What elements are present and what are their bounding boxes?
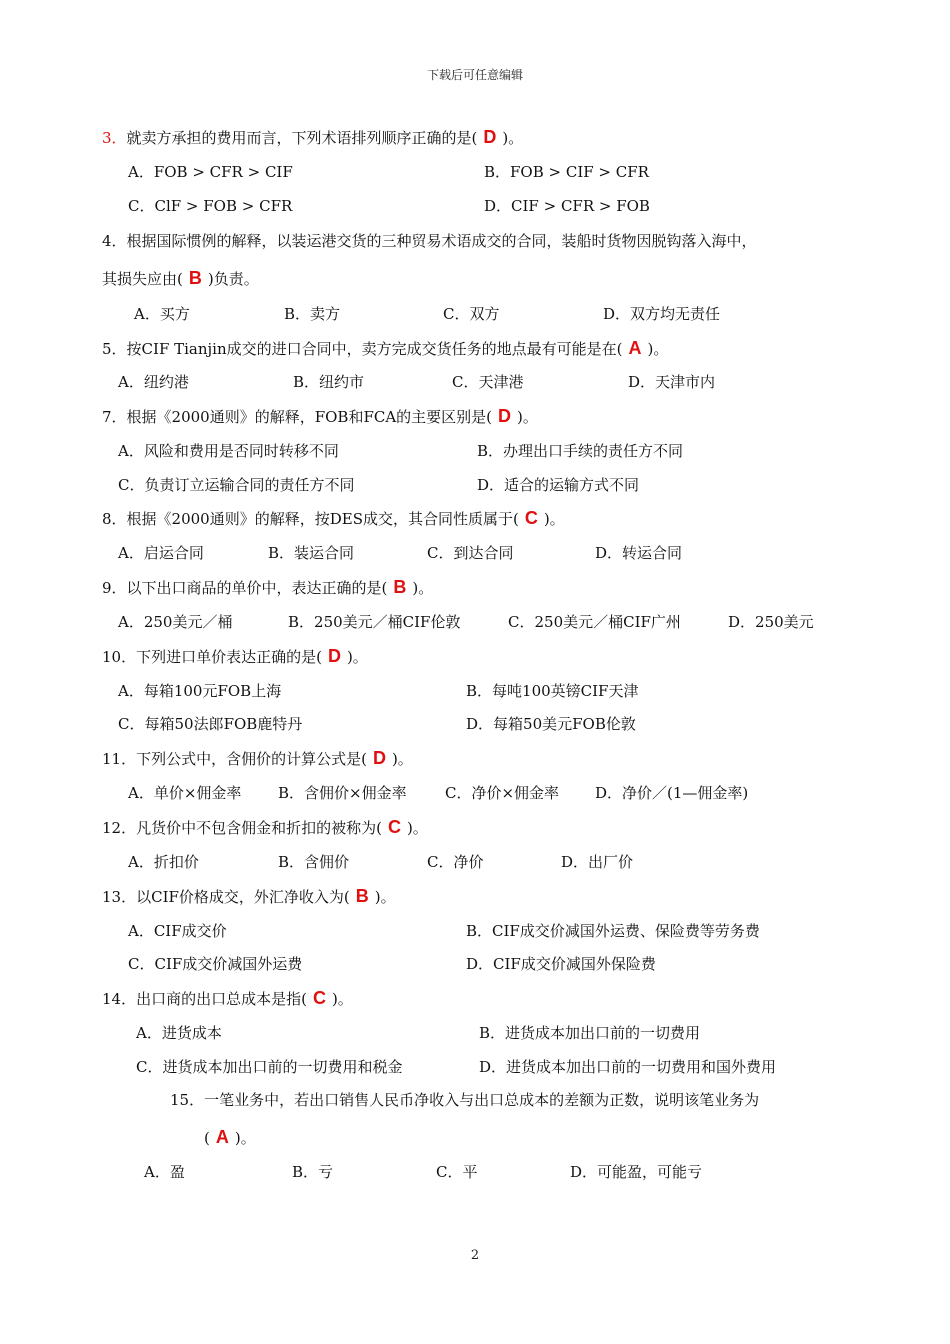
option-3d: D．CIF > CFR > FOB (484, 197, 650, 215)
question-4: 4．根据国际惯例的解释，以装运港交货的三种贸易术语成交的合同，装船时货物因脱钩落入海中， (102, 232, 757, 250)
option-12d: D．出厂价 (561, 853, 634, 871)
option-15a: A．盈 (144, 1163, 185, 1181)
option-11c: C．净价×佣金率 (445, 784, 560, 802)
option-8b: B．装运合同 (268, 544, 355, 562)
answer-10: D (327, 646, 341, 666)
question-5: 5．按CIF Tianjin成交的进口合同中，卖方完成交货任务的地点最有可能是在( A )。 (102, 338, 669, 358)
question-7: 7．根据《2000通则》的解释，FOB和FCA的主要区别是( D )。 (102, 406, 538, 426)
question-3: 3．就卖方承担的费用而言，下列术语排列顺序正确的是( D )。 (102, 127, 524, 147)
option-3a: A．FOB > CFR > CIF (128, 163, 293, 181)
option-7b: B．办理出口手续的责任方不同 (477, 442, 684, 460)
question-9: 9．以下出口商品的单价中，表达正确的是( B )。 (102, 577, 434, 597)
answer-8: C (524, 508, 538, 528)
option-12c: C．净价 (427, 853, 484, 871)
option-3c: C．ClF > FOB > CFR (128, 197, 293, 215)
answer-15: A (215, 1127, 229, 1147)
option-10b: B．每吨100英镑CIF天津 (466, 682, 639, 700)
answer-13: B (355, 886, 369, 906)
question-13: 13．以CIF价格成交，外汇净收入为( B )。 (102, 886, 396, 906)
option-14b: B．进货成本加出口前的一切费用 (479, 1024, 701, 1042)
option-12b: B．含佣价 (278, 853, 350, 871)
option-8d: D．转运合同 (595, 544, 683, 562)
question-15: 15．一笔业务中，若出口销售人民币净收入与出口总成本的差额为正数，说明该笔业务为 (170, 1091, 760, 1109)
option-9a: A．250美元／桶 (118, 613, 233, 631)
answer-9: B (393, 577, 407, 597)
option-11a: A．单价×佣金率 (128, 784, 242, 802)
answer-3: D (483, 127, 497, 147)
page-header: 下载后可任意编辑 (426, 68, 523, 82)
answer-11: D (372, 748, 386, 768)
option-4a: A．买方 (134, 305, 190, 323)
option-11d: D．净价／(1—佣金率) (595, 784, 749, 802)
option-5c: C．天津港 (452, 373, 524, 391)
question-10: 10．下列进口单价表达正确的是( D )。 (102, 646, 368, 666)
option-15b: B．亏 (292, 1163, 334, 1181)
page-number: 2 (470, 1248, 480, 1263)
option-14a: A．进货成本 (136, 1024, 222, 1042)
option-3b: B．FOB > CIF > CFR (484, 163, 649, 181)
answer-14: C (312, 988, 326, 1008)
option-9c: C．250美元／桶CIF广州 (508, 613, 681, 631)
option-4d: D．双方均无责任 (603, 305, 721, 323)
answer-4: B (188, 268, 202, 288)
option-5a: A．纽约港 (118, 373, 189, 391)
question-8: 8．根据《2000通则》的解释，按DES成交，其合同性质属于( C )。 (102, 508, 565, 528)
option-10d: D．每箱50美元FOB伦敦 (466, 715, 636, 733)
option-13c: C．CIF成交价减国外运费 (128, 955, 303, 973)
option-13a: A．CIF成交价 (128, 922, 227, 940)
question-11: 11．下列公式中，含佣价的计算公式是( D )。 (102, 748, 413, 768)
option-7d: D．适合的运输方式不同 (477, 476, 640, 494)
option-13d: D．CIF成交价减国外保险费 (466, 955, 656, 973)
option-8a: A．启运合同 (118, 544, 204, 562)
option-14c: C．进货成本加出口前的一切费用和税金 (136, 1058, 403, 1076)
answer-5: A (628, 338, 642, 358)
option-10c: C．每箱50法郎FOB鹿特丹 (118, 715, 303, 733)
option-8c: C．到达合同 (427, 544, 514, 562)
question-12: 12．凡货价中不包含佣金和折扣的被称为( C )。 (102, 817, 428, 837)
question-4-cont: 其损失应由( B )负责。 (102, 268, 259, 288)
option-15d: D．可能盈，可能亏 (570, 1163, 703, 1181)
question-14: 14．出口商的出口总成本是指( C )。 (102, 988, 353, 1008)
option-9d: D．250美元 (728, 613, 814, 631)
option-11b: B．含佣价×佣金率 (278, 784, 407, 802)
option-14d: D．进货成本加出口前的一切费用和国外费用 (479, 1058, 777, 1076)
option-9b: B．250美元／桶CIF伦敦 (288, 613, 461, 631)
answer-12: C (387, 817, 401, 837)
question-15-cont: ( A )。 (204, 1127, 256, 1147)
option-5b: B．纽约市 (293, 373, 365, 391)
answer-7: D (498, 406, 512, 426)
option-5d: D．天津市内 (628, 373, 716, 391)
option-10a: A．每箱100元FOB上海 (118, 682, 282, 700)
option-7c: C．负责订立运输合同的责任方不同 (118, 476, 355, 494)
option-4c: C．双方 (443, 305, 500, 323)
option-12a: A．折扣价 (128, 853, 199, 871)
option-7a: A．风险和费用是否同时转移不同 (118, 442, 339, 460)
option-15c: C．平 (436, 1163, 478, 1181)
option-13b: B．CIF成交价减国外运费、保险费等劳务费 (466, 922, 760, 940)
option-4b: B．卖方 (284, 305, 341, 323)
